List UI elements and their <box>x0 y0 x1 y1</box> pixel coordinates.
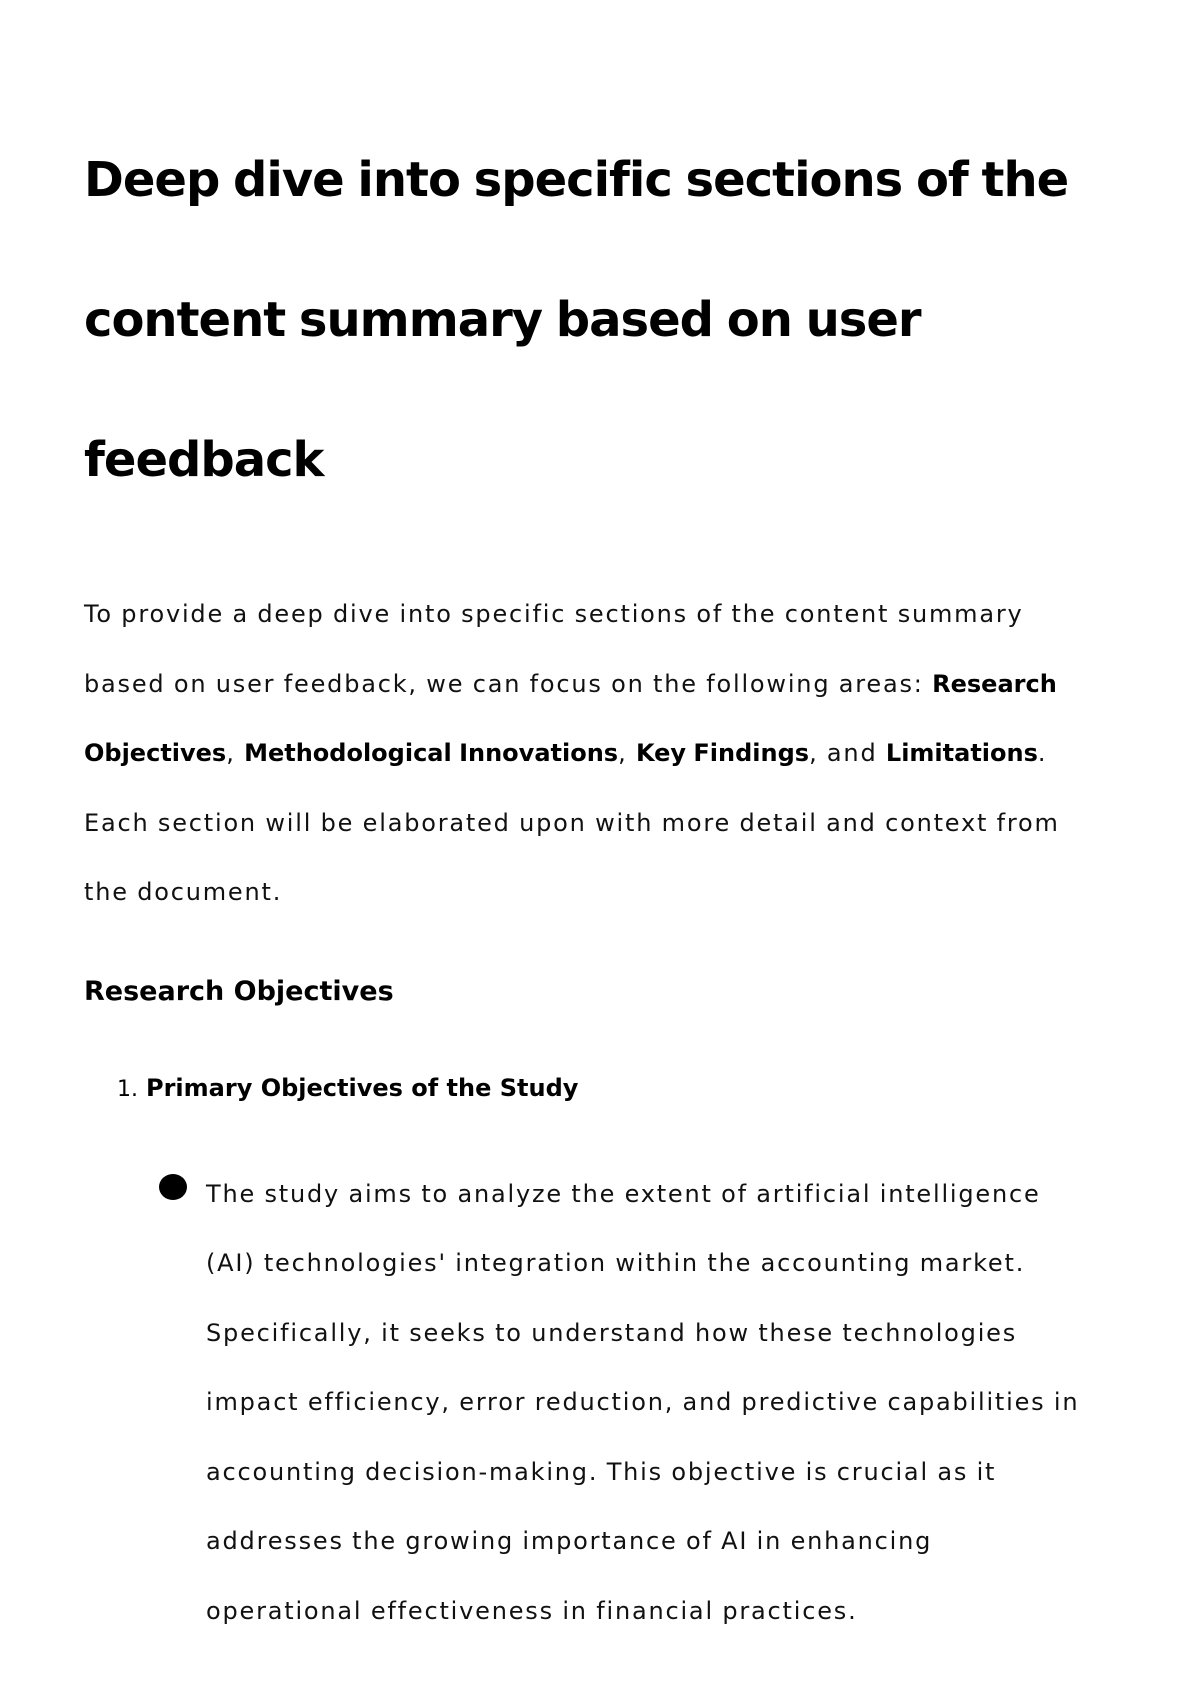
intro-text-start: To provide a deep dive into specific sections of the content summary based on user feedback, we can focus on the following areas: <box>84 600 1024 698</box>
intro-separator: , <box>226 739 245 767</box>
intro-bold-limitations: Limitations <box>885 739 1038 767</box>
intro-bold-research-objectives: Research Objectives <box>84 669 1057 767</box>
bullet-dot-icon <box>159 1174 187 1200</box>
intro-paragraph <box>84 580 1088 928</box>
document-title: Deep dive into specific sections of the content summary based on user feedback <box>84 152 1069 488</box>
numbered-list <box>84 1068 1088 1110</box>
bullet-list-item <box>84 1160 1088 1647</box>
intro-text-end: . Each section will be elaborated upon with more detail and context from the document. <box>84 739 1060 906</box>
bullet-list <box>84 1160 1088 1647</box>
intro-bold-methodological-innovations: Methodological Innovations <box>244 739 619 767</box>
bullet-text: The study aims to analyze the extent of artificial intelligence (AI) technologies' integration within the accounting market. Specifically, it seeks to understand how these technologies impact efficiency, error reduction, and predictive capabilities in accounting decision-making. This objective is crucial as it addresses the growing importance of AI in enhancing operational effectiveness in financial practices. <box>206 1179 1080 1625</box>
section-heading-research-objectives: Research Objectives <box>84 975 394 1007</box>
numbered-list-item <box>84 1068 1088 1110</box>
intro-separator: , and <box>809 739 886 767</box>
list-item-label: Primary Objectives of the Study <box>146 1073 579 1102</box>
intro-bold-key-findings: Key Findings <box>635 739 810 767</box>
intro-separator: , <box>618 739 636 767</box>
list-number: 1. <box>117 1076 138 1102</box>
